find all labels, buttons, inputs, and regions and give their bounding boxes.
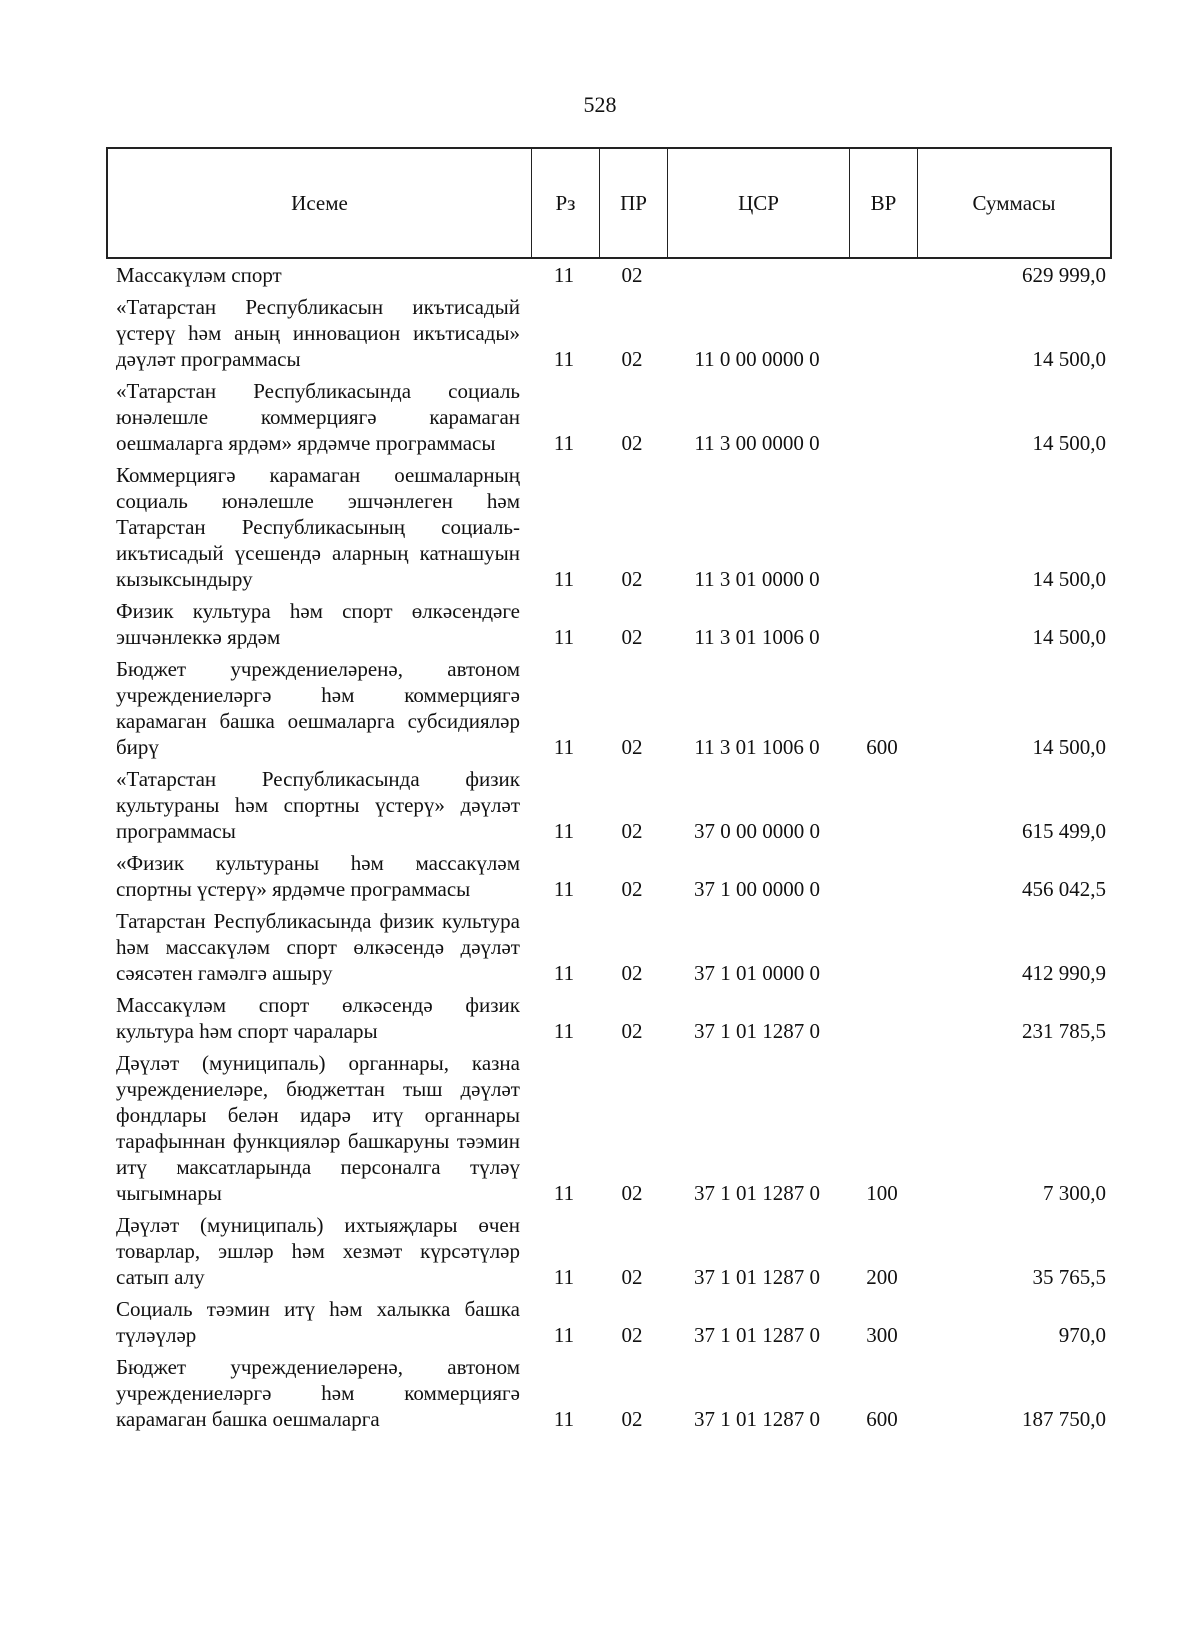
row-name: «Татарстан Республикасын икътисадый үстерү һәм аның инновацион икътисады» дәүләт программасы bbox=[116, 295, 520, 371]
table-body bbox=[106, 262, 1112, 1438]
row-vr: 100 bbox=[866, 1181, 898, 1205]
row-csr: 11 3 00 0000 0 bbox=[694, 431, 820, 455]
table-row bbox=[106, 1296, 1112, 1348]
table-row bbox=[106, 462, 1112, 592]
page-number: 528 bbox=[583, 92, 617, 117]
row-name: Коммерциягә карамаган оешмаларның социаль юнәлешле эшчәнлеген һәм Татарстан Республикасының социаль-икътисадый үсешендә аларның катнашуын кызыксындыру bbox=[116, 463, 520, 591]
row-sum: 14 500,0 bbox=[1032, 567, 1106, 591]
header-pr: ПР bbox=[600, 149, 668, 257]
row-vr: 300 bbox=[866, 1323, 898, 1347]
row-csr: 37 0 00 0000 0 bbox=[694, 819, 820, 843]
row-rz: 11 bbox=[553, 263, 575, 287]
row-rz: 11 bbox=[553, 1323, 575, 1347]
row-csr: 37 1 00 0000 0 bbox=[694, 877, 820, 901]
row-csr: 37 1 01 1287 0 bbox=[694, 1323, 820, 1347]
header-csr: ЦСР bbox=[668, 149, 850, 257]
row-csr: 11 3 01 1006 0 bbox=[694, 735, 820, 759]
header-vr: ВР bbox=[850, 149, 918, 257]
row-pr: 02 bbox=[621, 1407, 643, 1431]
row-rz: 11 bbox=[553, 1181, 575, 1205]
row-csr: 37 1 01 1287 0 bbox=[694, 1181, 820, 1205]
row-csr: 11 3 01 0000 0 bbox=[694, 567, 820, 591]
header-rz: Рз bbox=[532, 149, 600, 257]
row-name: Дәүләт (муниципаль) ихтыяҗлары өчен товарлар, эшләр һәм хезмәт күрсәтүләр сатып алу bbox=[116, 1213, 520, 1289]
row-csr: 11 3 01 1006 0 bbox=[694, 625, 820, 649]
row-pr: 02 bbox=[621, 1323, 643, 1347]
row-pr: 02 bbox=[621, 431, 643, 455]
row-rz: 11 bbox=[553, 819, 575, 843]
row-pr: 02 bbox=[621, 735, 643, 759]
row-csr: 37 1 01 1287 0 bbox=[694, 1407, 820, 1431]
row-name: «Татарстан Республикасында социаль юнәлешле коммерциягә карамаган оешмаларга ярдәм» ярдәмче программасы bbox=[116, 379, 520, 455]
row-rz: 11 bbox=[553, 961, 575, 985]
row-sum: 14 500,0 bbox=[1032, 735, 1106, 759]
row-pr: 02 bbox=[621, 877, 643, 901]
row-rz: 11 bbox=[553, 431, 575, 455]
row-rz: 11 bbox=[553, 1407, 575, 1431]
table-row bbox=[106, 378, 1112, 456]
row-pr: 02 bbox=[621, 1019, 643, 1043]
row-pr: 02 bbox=[621, 625, 643, 649]
table-row bbox=[106, 656, 1112, 760]
row-csr: 37 1 01 0000 0 bbox=[694, 961, 820, 985]
row-csr: 11 0 00 0000 0 bbox=[694, 347, 820, 371]
row-name: Бюджет учреждениеләренә, автоном учреждениеләргә һәм коммерциягә карамаган башка оешмаларга bbox=[116, 1355, 520, 1431]
table-row bbox=[106, 1212, 1112, 1290]
row-sum: 7 300,0 bbox=[1043, 1181, 1106, 1205]
table-row bbox=[106, 598, 1112, 650]
row-rz: 11 bbox=[553, 735, 575, 759]
row-vr: 600 bbox=[866, 1407, 898, 1431]
row-rz: 11 bbox=[553, 347, 575, 371]
header-name: Исеме bbox=[108, 149, 532, 257]
row-rz: 11 bbox=[553, 877, 575, 901]
row-pr: 02 bbox=[621, 347, 643, 371]
row-csr: 37 1 01 1287 0 bbox=[694, 1265, 820, 1289]
row-name: Массакүләм спорт өлкәсендә физик культура һәм спорт чаралары bbox=[116, 993, 520, 1043]
row-name: Бюджет учреждениеләренә, автоном учреждениеләргә һәм коммерциягә карамаган башка оешмаларга субсидияләр бирү bbox=[116, 657, 520, 759]
row-sum: 615 499,0 bbox=[1022, 819, 1106, 843]
row-vr: 600 bbox=[866, 735, 898, 759]
row-rz: 11 bbox=[553, 1019, 575, 1043]
table-row bbox=[106, 908, 1112, 986]
row-sum: 187 750,0 bbox=[1022, 1407, 1106, 1431]
row-sum: 970,0 bbox=[1058, 1323, 1106, 1347]
row-vr: 200 bbox=[866, 1265, 898, 1289]
row-sum: 456 042,5 bbox=[1022, 877, 1106, 901]
row-sum: 412 990,9 bbox=[1022, 961, 1106, 985]
table-row bbox=[106, 992, 1112, 1044]
row-name: Физик культура һәм спорт өлкәсендәге эшчәнлеккә ярдәм bbox=[116, 599, 520, 649]
row-pr: 02 bbox=[621, 1265, 643, 1289]
row-pr: 02 bbox=[621, 961, 643, 985]
row-sum: 14 500,0 bbox=[1032, 625, 1106, 649]
row-pr: 02 bbox=[621, 1181, 643, 1205]
row-sum: 14 500,0 bbox=[1032, 431, 1106, 455]
row-rz: 11 bbox=[553, 567, 575, 591]
row-rz: 11 bbox=[553, 1265, 575, 1289]
table-row bbox=[106, 1354, 1112, 1432]
row-name: «Татарстан Республикасында физик культураны һәм спортны үстерү» дәүләт программасы bbox=[116, 767, 520, 843]
table-row bbox=[106, 262, 1112, 288]
table-row bbox=[106, 294, 1112, 372]
row-name: Татарстан Республикасында физик культура һәм массакүләм спорт өлкәсендә дәүләт сәясәтен гамәлгә ашыру bbox=[116, 909, 520, 985]
header-sum: Суммасы bbox=[972, 190, 1056, 215]
row-pr: 02 bbox=[621, 819, 643, 843]
row-name: Дәүләт (муниципаль) органнары, казна учреждениеләре, бюджеттан тыш дәүләт фондлары белән идарә итү органнары тарафыннан функцияләр башкаруны тәэмин итү максатларында персоналга түләү чыгымнары bbox=[116, 1051, 520, 1205]
row-name: Социаль тәэмин итү һәм халыкка башка түләүләр bbox=[116, 1297, 520, 1347]
row-sum: 14 500,0 bbox=[1032, 347, 1106, 371]
row-pr: 02 bbox=[621, 567, 643, 591]
row-pr: 02 bbox=[621, 263, 643, 287]
row-sum: 629 999,0 bbox=[1022, 263, 1106, 287]
table-row bbox=[106, 850, 1112, 902]
row-name: Массакүләм спорт bbox=[116, 263, 282, 287]
row-rz: 11 bbox=[553, 625, 575, 649]
row-sum: 231 785,5 bbox=[1022, 1019, 1106, 1043]
row-name: «Физик культураны һәм массакүләм спортны үстерү» ярдәмче программасы bbox=[116, 851, 520, 901]
table-row bbox=[106, 1050, 1112, 1206]
row-csr: 37 1 01 1287 0 bbox=[694, 1019, 820, 1043]
table-row bbox=[106, 766, 1112, 844]
table-header bbox=[106, 147, 1112, 259]
row-sum: 35 765,5 bbox=[1032, 1265, 1106, 1289]
